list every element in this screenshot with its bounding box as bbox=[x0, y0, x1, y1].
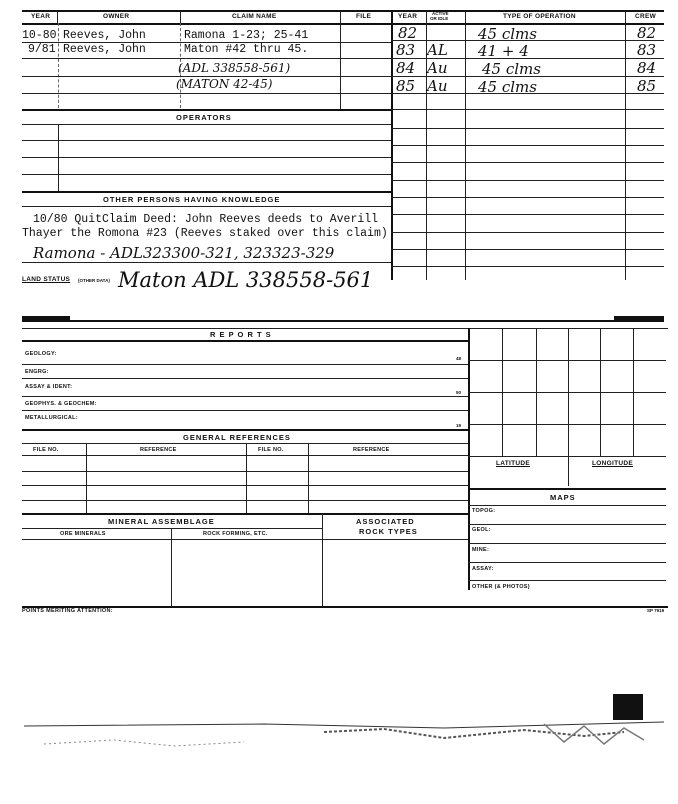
rule bbox=[22, 320, 664, 322]
rock-forming-header: ROCK FORMING, ETC. bbox=[203, 531, 268, 537]
associated-rock-types-line1: ASSOCIATED bbox=[356, 517, 415, 526]
rule bbox=[22, 23, 664, 25]
mineral-assemblage-title: MINERAL ASSEMBLAGE bbox=[108, 517, 215, 526]
other-persons-note: Thayer the Romona #23 (Reeves staked over this claim) bbox=[22, 227, 388, 240]
divider bbox=[171, 528, 172, 606]
divider bbox=[568, 328, 569, 486]
other-persons-title: OTHER PERSONS HAVING KNOWLEDGE bbox=[103, 195, 281, 204]
divider bbox=[86, 443, 87, 513]
rule bbox=[468, 392, 666, 393]
scan-noise-band bbox=[24, 720, 664, 750]
rule bbox=[22, 500, 468, 501]
operation-type: 41 + 4 bbox=[478, 42, 529, 60]
rule bbox=[22, 328, 668, 329]
rule bbox=[22, 58, 391, 59]
operation-status: Au bbox=[427, 59, 448, 77]
scan-black-block bbox=[613, 694, 643, 720]
header-year: YEAR bbox=[31, 13, 51, 20]
rule bbox=[468, 505, 666, 506]
header-owner: OWNER bbox=[103, 13, 130, 20]
rule bbox=[22, 93, 391, 94]
maps-title: MAPS bbox=[550, 493, 576, 502]
rule bbox=[22, 410, 468, 411]
rule bbox=[391, 232, 664, 233]
owner-row-year: 9/81 bbox=[28, 43, 56, 56]
associated-rock-types-line2: ROCK TYPES bbox=[359, 527, 418, 536]
ref-header-file-no: FILE NO. bbox=[33, 447, 59, 453]
report-label: GEOLOGY: bbox=[25, 351, 57, 357]
rule bbox=[391, 249, 664, 250]
operation-type: 45 clms bbox=[478, 78, 537, 96]
points-meriting-attention-label: POINTS MERITING ATTENTION: bbox=[22, 608, 113, 614]
divider bbox=[308, 443, 309, 513]
rule bbox=[22, 140, 391, 141]
rule bbox=[391, 162, 664, 163]
maps-row-label: GEOL: bbox=[472, 527, 491, 533]
rule bbox=[22, 124, 391, 125]
rule bbox=[22, 513, 468, 515]
maps-row-label: ASSAY: bbox=[472, 566, 494, 572]
rule bbox=[22, 10, 664, 12]
rule bbox=[22, 429, 468, 431]
rule bbox=[468, 562, 666, 563]
header-file: FILE bbox=[356, 13, 372, 20]
rule bbox=[468, 488, 666, 490]
longitude-label: LONGITUDE bbox=[592, 460, 633, 467]
handwritten-ramona-adl: Ramona - ADL323300-321, 323323-329 bbox=[33, 244, 335, 262]
latitude-label: LATITUDE bbox=[496, 460, 531, 467]
operation-type: 45 clms bbox=[482, 60, 541, 78]
divider bbox=[340, 10, 341, 110]
handwritten-claim-adl: (ADL 338558-561) bbox=[178, 61, 291, 75]
rule bbox=[391, 180, 664, 181]
owner-row-year: 10-80 bbox=[22, 29, 57, 42]
divider bbox=[58, 23, 59, 108]
header-active: ACTIVE bbox=[432, 11, 449, 16]
report-label: METALLURGICAL: bbox=[25, 415, 78, 421]
rule bbox=[22, 539, 468, 540]
rule bbox=[22, 157, 391, 158]
rule bbox=[22, 443, 468, 444]
operation-status: Au bbox=[427, 77, 448, 95]
general-references-title: GENERAL REFERENCES bbox=[183, 433, 291, 442]
header-year-2: YEAR bbox=[398, 13, 418, 20]
rule bbox=[468, 543, 666, 544]
rule bbox=[22, 174, 391, 175]
header-or-idle: OR IDLE bbox=[430, 16, 449, 21]
rule bbox=[22, 191, 391, 193]
operation-year: 83 bbox=[396, 41, 416, 59]
rule bbox=[391, 214, 664, 215]
divider bbox=[468, 328, 470, 590]
report-number: 19 bbox=[456, 423, 462, 428]
maps-row-label: TOPOG: bbox=[472, 508, 496, 514]
report-label: ASSAY & IDENT: bbox=[25, 384, 73, 390]
handwritten-maton-adl: Maton ADL 338558-561 bbox=[118, 268, 374, 292]
owner-row-claim: Maton #42 thru 45. bbox=[184, 43, 309, 56]
ref-header-reference: REFERENCE bbox=[353, 447, 390, 453]
rule bbox=[22, 262, 391, 263]
operation-crew: 82 bbox=[637, 24, 657, 42]
ore-minerals-header: ORE MINERALS bbox=[60, 531, 106, 537]
maps-row-label: MINE: bbox=[472, 547, 490, 553]
rule bbox=[391, 109, 664, 110]
divider bbox=[322, 513, 323, 606]
owner-row-owner: Reeves, John bbox=[63, 29, 146, 42]
rule bbox=[468, 424, 666, 425]
rule bbox=[391, 266, 664, 267]
rule bbox=[391, 197, 664, 198]
divider bbox=[180, 10, 181, 23]
operators-title: OPERATORS bbox=[176, 113, 232, 122]
rule bbox=[22, 528, 322, 529]
header-claim-name: CLAIM NAME bbox=[232, 13, 277, 20]
rule bbox=[22, 206, 391, 207]
report-label: GEOPHYS. & GEOCHEM: bbox=[25, 401, 97, 407]
owner-row-owner: Reeves, John bbox=[63, 43, 146, 56]
rule bbox=[22, 378, 468, 379]
report-number: 50 bbox=[456, 390, 462, 395]
ref-header-file-no: FILE NO. bbox=[258, 447, 284, 453]
rule bbox=[22, 396, 468, 397]
operation-status: AL bbox=[427, 41, 448, 59]
operation-type: 45 clms bbox=[478, 25, 537, 43]
reports-title: R E P O R T S bbox=[210, 330, 272, 339]
rule bbox=[468, 524, 666, 525]
other-persons-note: 10/80 QuitClaim Deed: John Reeves deeds to Averill bbox=[33, 213, 379, 226]
header-crew: CREW bbox=[635, 13, 657, 20]
rule bbox=[22, 606, 668, 608]
operation-crew: 85 bbox=[637, 77, 657, 95]
maps-row-label: OTHER (& PHOTOS) bbox=[472, 584, 530, 590]
divider bbox=[57, 10, 58, 23]
ref-header-reference: REFERENCE bbox=[140, 447, 177, 453]
handwritten-claim-maton: (MATON 42-45) bbox=[176, 77, 273, 91]
form-number: SP 7919 bbox=[647, 608, 665, 613]
rule bbox=[22, 455, 468, 456]
rule bbox=[391, 128, 664, 129]
rule bbox=[22, 485, 468, 486]
land-status-sublabel: (OTHER DATA) bbox=[78, 278, 110, 283]
operation-year: 84 bbox=[396, 59, 416, 77]
report-label: ENGRG: bbox=[25, 369, 49, 375]
owner-row-claim: Ramona 1-23; 25-41 bbox=[184, 29, 309, 42]
rule bbox=[22, 340, 468, 342]
header-type-of-operation: TYPE OF OPERATION bbox=[503, 13, 576, 20]
rule bbox=[22, 364, 468, 365]
rule bbox=[468, 456, 666, 457]
operation-year: 85 bbox=[396, 77, 416, 95]
rule bbox=[468, 580, 666, 581]
divider bbox=[246, 443, 247, 513]
divider bbox=[58, 124, 59, 191]
rule bbox=[391, 145, 664, 146]
rule bbox=[22, 471, 468, 472]
operation-crew: 83 bbox=[637, 41, 657, 59]
report-number: 48 bbox=[456, 356, 462, 361]
land-status-label: LAND STATUS bbox=[22, 276, 71, 283]
rule bbox=[468, 360, 666, 361]
operation-year: 82 bbox=[398, 24, 418, 42]
rule bbox=[22, 109, 391, 111]
operation-crew: 84 bbox=[637, 59, 657, 77]
